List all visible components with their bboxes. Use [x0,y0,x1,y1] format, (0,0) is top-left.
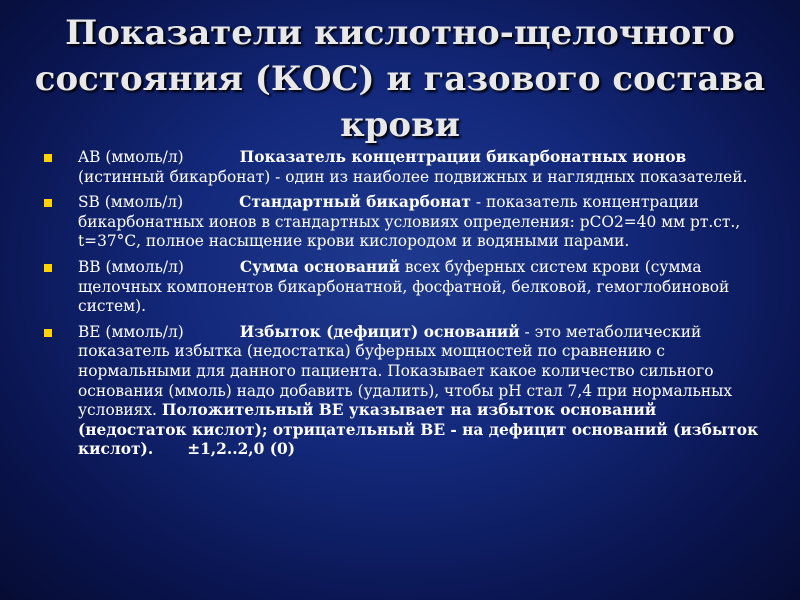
bullet-description: всех буферных систем крови (сумма щелочных компонентов бикарбонатной, фосфатной, белковой, гемоглобиновой систем). [78,257,730,316]
bullet-normal-range: ±1,2..2,0 (0) [187,440,295,459]
bullet-term: Показатель концентрации бикарбонатных ионов [239,148,687,166]
bullet-description: - это метаболический показатель избытка (недостатка) буферных мощностей по сравнению с нормальными для данного пациента. Показывает какое количество сильного основания (ммоль) надо добавить (удалить), чтобы рН стал 7,4 при нормальных условиях. [78,322,733,420]
bullet-item-ab [40,148,760,187]
bullet-square-icon [44,154,52,162]
bullet-code: BB (ммоль/л) [78,257,184,276]
bullet-item-sb [40,193,760,252]
bullet-description: (истинный бикарбонат) - один из наиболее подвижных и наглядных показателей. [78,167,748,186]
bullet-description: - показатель концентрации бикарбонатных ионов в стандартных условиях определения: рСО2=40 мм рт.ст., t=37°С, полное насыщение крови кислородом и водяными парами. [78,193,741,251]
bullet-code: AB (ммоль/л) [78,148,184,166]
slide-title: Показатели кислотно-щелочного состояния (КОС) и газового состава крови [34,13,766,145]
bullet-item-be [40,323,760,460]
bullet-code: BE (ммоль/л) [78,322,184,341]
bullet-item-bb [40,258,760,317]
bullet-square-icon [44,264,52,272]
bullet-term: Избыток (дефицит) оснований [239,322,520,341]
bullet-term: Стандартный бикарбонат [239,193,471,212]
bullet-square-icon [44,329,52,337]
bullet-square-icon [44,199,52,207]
bullet-list [40,148,760,466]
bullet-description-bold: Положительный BE указывает на избыток оснований (недостаток кислот); отрицательный BE - на дефицит оснований (избыток кислот). [78,401,759,459]
bullet-code: SB (ммоль/л) [78,193,184,212]
bullet-term: Сумма оснований [239,257,400,276]
